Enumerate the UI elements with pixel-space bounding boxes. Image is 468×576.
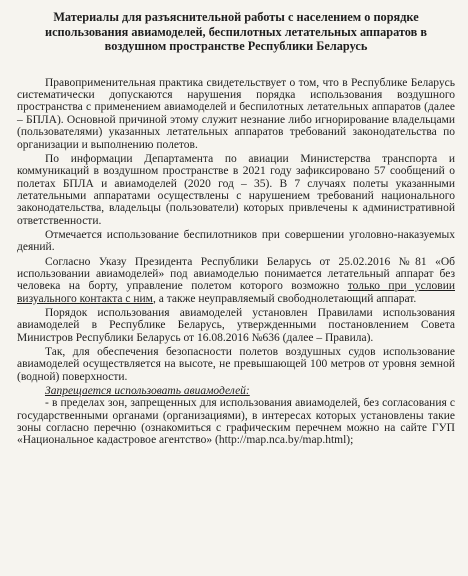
map-link[interactable]: http://map.nca.by/map.html (218, 434, 347, 447)
paragraph-practice: Правоприменительная практика свидетельствует о том, что в Республике Беларусь систематически допускаются нарушения порядка использования воздушного пространства с применением авиамоделей и беспилотных летательных аппаратов (далее – БПЛА). Основной причиной этому служит незнание либо игнорирование владельцами (пользователями) указанных летательных аппаратов требований законодательства по организации и выполнению полетов. (17, 76, 455, 151)
document-title: Материалы для разъяснительной работы с населением о порядке использования авиамоделей, беспилотных летательных аппаратов в воздушном пространстве Республики Беларусь (44, 10, 427, 54)
paragraph-criminal-use: Отмечается использование беспилотников при совершении уголовно-наказуемых деяний. (17, 228, 455, 254)
paragraph-statistics: По информации Департамента по авиации Министерства транспорта и коммуникаций в воздушном пространстве в 2021 году зафиксировано 57 сообщений о полетах БПЛА и авиамоделей (2020 год – 35). В 7 случаях полеты указанными летательными аппаратами осуществлены с нарушением требований национального законодательства, владельцы (пользователи) которых привлечены к административной ответственности. (17, 152, 455, 227)
prohibited-item-zones (17, 397, 455, 446)
item-zones-text: - в пределах зон, запрещенных для использования авиамоделей, без согласования с государственными органами (организациями), в интересах которых установлены такие зоны согласно перечню (ознакомиться с графическим перечнем можно на сайте ГУП «Национальное кадастровое агентство» ( (17, 397, 455, 447)
prohibited-heading: Запрещается использовать авиамоделей: (45, 385, 250, 398)
paragraph-rules: Порядок использования авиамоделей установлен Правилами использования авиамоделей в Республике Беларусь, утвержденными постановлением Совета Министров Республики Беларусь от 16.08.2016 №636 (далее – Правила). (17, 306, 455, 344)
paragraph-altitude: Так, для обеспечения безопасности полетов воздушных судов использование авиамоделей осуществляется на высоте, не превышающей 100 метров от уровня земной (водной) поверхности. (17, 346, 455, 383)
decree-text-underlined: только при условии визуального контакта с ним (17, 280, 456, 305)
decree-text-after: , а также неуправляемый свободнолетающий аппарат. (152, 292, 417, 305)
paragraph-decree (17, 256, 455, 305)
decree-text-before: Согласно Указу Президента Республики Беларусь от 25.02.2016 №81 «Об использовании авиамоделей» под авиамоделью понимается летательный аппарат без человека на борту, управление полетом которого возможно (17, 255, 455, 293)
item-zones-after: ); (346, 434, 354, 447)
